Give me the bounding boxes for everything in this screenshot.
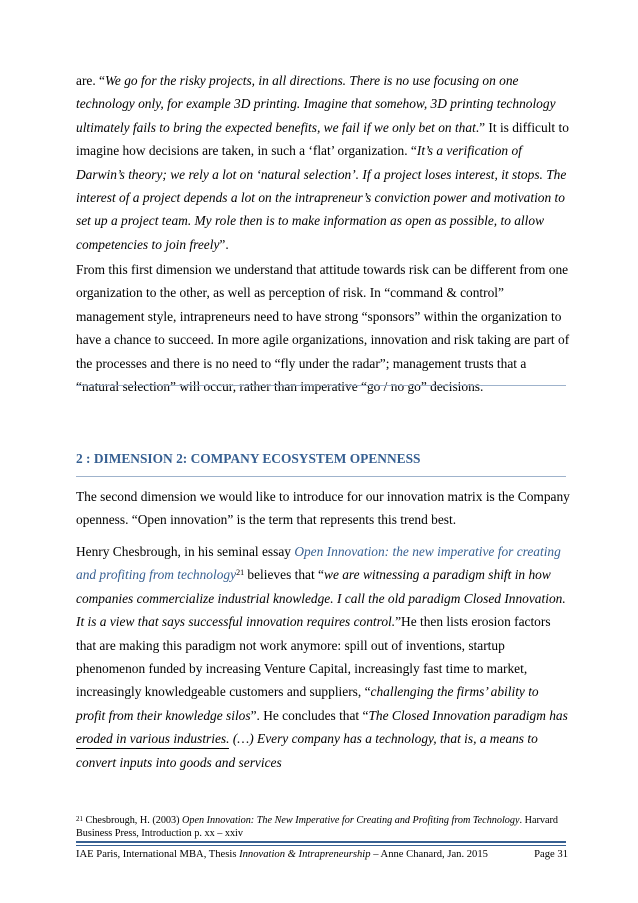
footer-rule-thick: [76, 841, 566, 843]
footnote-separator: [76, 748, 229, 749]
text-span: are. “: [76, 73, 105, 88]
text-span: ”He then lists erosion factors that are making this paradigm not work anymore: spill out of inventions, startup phenomenon funded by increasing Venture Capital, increasingly fast time to market, increasingly knowledgeable customers and suppliers, “: [76, 614, 551, 700]
essay-title-link[interactable]: Open Innovation: the new imperative for creating and profiting from technology: [76, 544, 561, 583]
footnote-book-title: Open Innovation: The New Imperative for Creating and Profiting from Technology: [182, 815, 520, 826]
section-divider-top: [76, 385, 566, 386]
text-span: ”. He concludes that “: [250, 707, 369, 723]
section-divider-bottom: [76, 476, 566, 477]
quote-risky-projects: We go for the risky projects, in all directions. There is no use focusing on one technology only, for example 3D printing. Imagine that somehow, 3D printing technology ultimately fails to bring the expected benefits, we fail if we only bet on that: [76, 73, 556, 135]
text-span: IAE Paris, International MBA, Thesis: [76, 849, 240, 860]
quote-paradigm-shift: we are witnessing a paradigm shift in how companies commercialize industrial knowledge. I call the old paradigm Closed Innovation. It is a view that says successful innovation requires control.: [76, 567, 566, 630]
text-span: Henry Chesbrough, in his seminal essay: [76, 544, 295, 559]
text-span: – Anne Chanard, Jan. 2015: [370, 849, 488, 860]
footnote: [76, 814, 570, 840]
paragraph-risk-attitude: From this first dimension we understand that attitude towards risk can be different from one organization to the other, as well as perception of risk. In “command & control” management style, intrapreneurs need to have strong “sponsors” within the organization to have a chance to succeed. In more agile organizations, innovation and risk taking are part of the processes and there is no need to “fly under the radar”; management trusts that a “natural selection” will occur, rather than imperative “go / no go” decisions.: [76, 262, 570, 395]
quote-closed-innovation: The Closed Innovation paradigm has eroded in various industries. (…) Every company has a technology, that is, a means to convert inputs into goods and services: [76, 707, 568, 770]
footer-thesis-title: Innovation & Intrapreneurship: [239, 849, 371, 860]
text-span: .” It is difficult to imagine how decisions are taken, in such a ‘flat’ organization. “: [76, 119, 569, 159]
page-number: Page 31: [534, 849, 568, 860]
paragraph-chesbrough: [76, 540, 570, 774]
paragraph-interview-quote: [76, 69, 570, 256]
quote-darwin-theory: It’s a verification of Darwin’s theory; we rely a lot on ‘natural selection’. If a project loses interest, it stops. The interest of a project depends a lot on the intrapreneur’s conviction power and motivation to set up a project team. My role then is to make information as open as possible, to allow competencies to join freely: [76, 143, 567, 252]
paragraph-company-openness: The second dimension we would like to introduce for our innovation matrix is the Company openness. “Open innovation” is the term that represents this trend best.: [76, 489, 570, 528]
text-span: . Harvard Business Press, Introduction p. xx – xxiv: [76, 815, 558, 839]
text-span: ”.: [219, 236, 229, 252]
footnote-number: 21: [76, 815, 83, 823]
text-span: Chesbrough, H. (2003): [83, 815, 183, 826]
footnote-reference[interactable]: 21: [236, 568, 245, 578]
footer-citation: [76, 849, 488, 860]
text-span: believes that “: [244, 567, 325, 583]
quote-knowledge-silos: challenging the firms’ ability to profit from their knowledge silos: [76, 684, 539, 723]
footer-rule-thin: [76, 845, 566, 846]
section-heading: 2 : DIMENSION 2: COMPANY ECOSYSTEM OPENNESS: [76, 451, 421, 466]
